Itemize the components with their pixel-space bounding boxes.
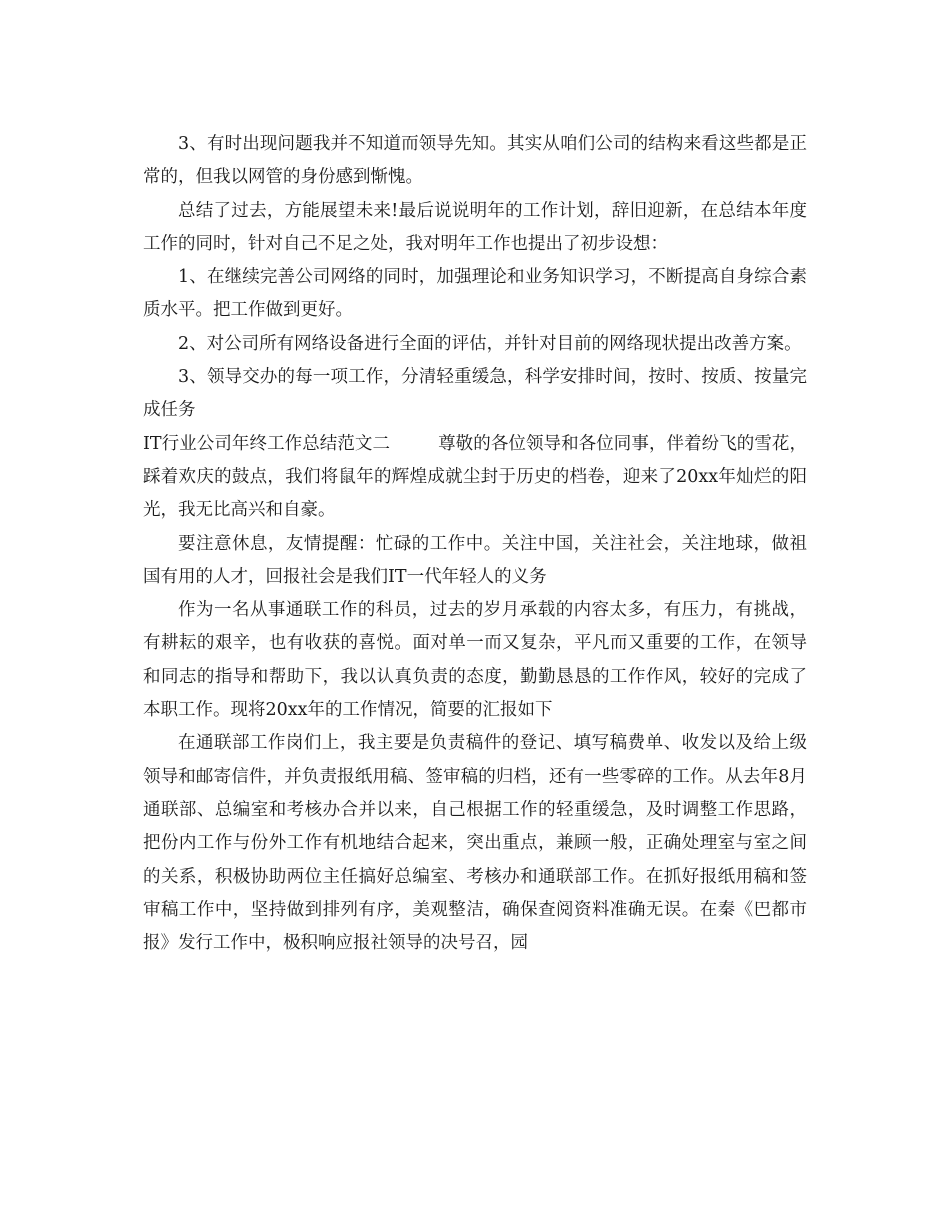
section-title: IT行业公司年终工作总结范文二 <box>143 433 391 454</box>
paragraph-problem-note: 3、有时出现问题我并不知道而领导先知。其实从咱们公司的结构来看这些都是正常的，但我以网管的身份感到惭愧。 <box>143 134 807 188</box>
document-body <box>143 128 807 960</box>
paragraph-plan-item-1: 1、在继续完善公司网络的同时，加强理论和业务知识学习，不断提高自身综合素质水平。把工作做到更好。 <box>143 267 807 321</box>
paragraph-plan-item-2: 2、对公司所有网络设备进行全面的评估，并针对目前的网络现状提出改善方案。 <box>178 333 802 354</box>
paragraph-role-summary: 作为一名从事通联工作的科员，过去的岁月承载的内容太多，有压力，有挑战，有耕耘的艰辛，也有收获的喜悦。面对单一而又复杂，平凡而又重要的工作，在领导和同志的指导和帮助下，我以认真负责的态度，勤勤恳恳的工作作风，较好的完成了本职工作。现将20xx年的工作情况，简要的汇报如下 <box>143 600 807 721</box>
paragraph-plan-intro: 总结了过去，方能展望未来!最后说说明年的工作计划，辞旧迎新，在总结本年度工作的同时，针对自己不足之处，我对明年工作也提出了初步设想： <box>143 200 807 254</box>
paragraph-plan-item-3: 3、领导交办的每一项工作，分清轻重缓急，科学安排时间，按时、按质、按量完成任务 <box>143 367 807 421</box>
paragraph-reminder: 要注意休息，友情提醒：忙碌的工作中。关注中国，关注社会，关注地球，做祖国有用的人才，回报社会是我们IT一代年轻人的义务 <box>143 533 807 587</box>
section-heading-paragraph <box>143 428 807 528</box>
section-opening: 尊敬的各位领导和各位同事，伴着纷飞的雪花，踩着欢庆的鼓点，我们将鼠年的辉煌成就尘封于历史的档卷，迎来了20xx年灿烂的阳光，我无比高兴和自豪。 <box>143 433 807 521</box>
paragraph-duties: 在通联部工作岗们上，我主要是负责稿件的登记、填写稿费单、收发以及给上级领导和邮寄信件，并负责报纸用稿、签审稿的归档，还有一些零碎的工作。从去年8月通联部、总编室和考核办合并以来，自己根据工作的轻重缓急，及时调整工作思路，把份内工作与份外工作有机地结合起来，突出重点，兼顾一般，正确处理室与室之间的关系，积极协助两位主任搞好总编室、考核办和通联部工作。在抓好报纸用稿和签审稿工作中，坚持做到排列有序，美观整洁，确保查阅资料准确无误。在秦《巴都市报》发行工作中，极积响应报社领导的决号召，园 <box>143 733 807 954</box>
